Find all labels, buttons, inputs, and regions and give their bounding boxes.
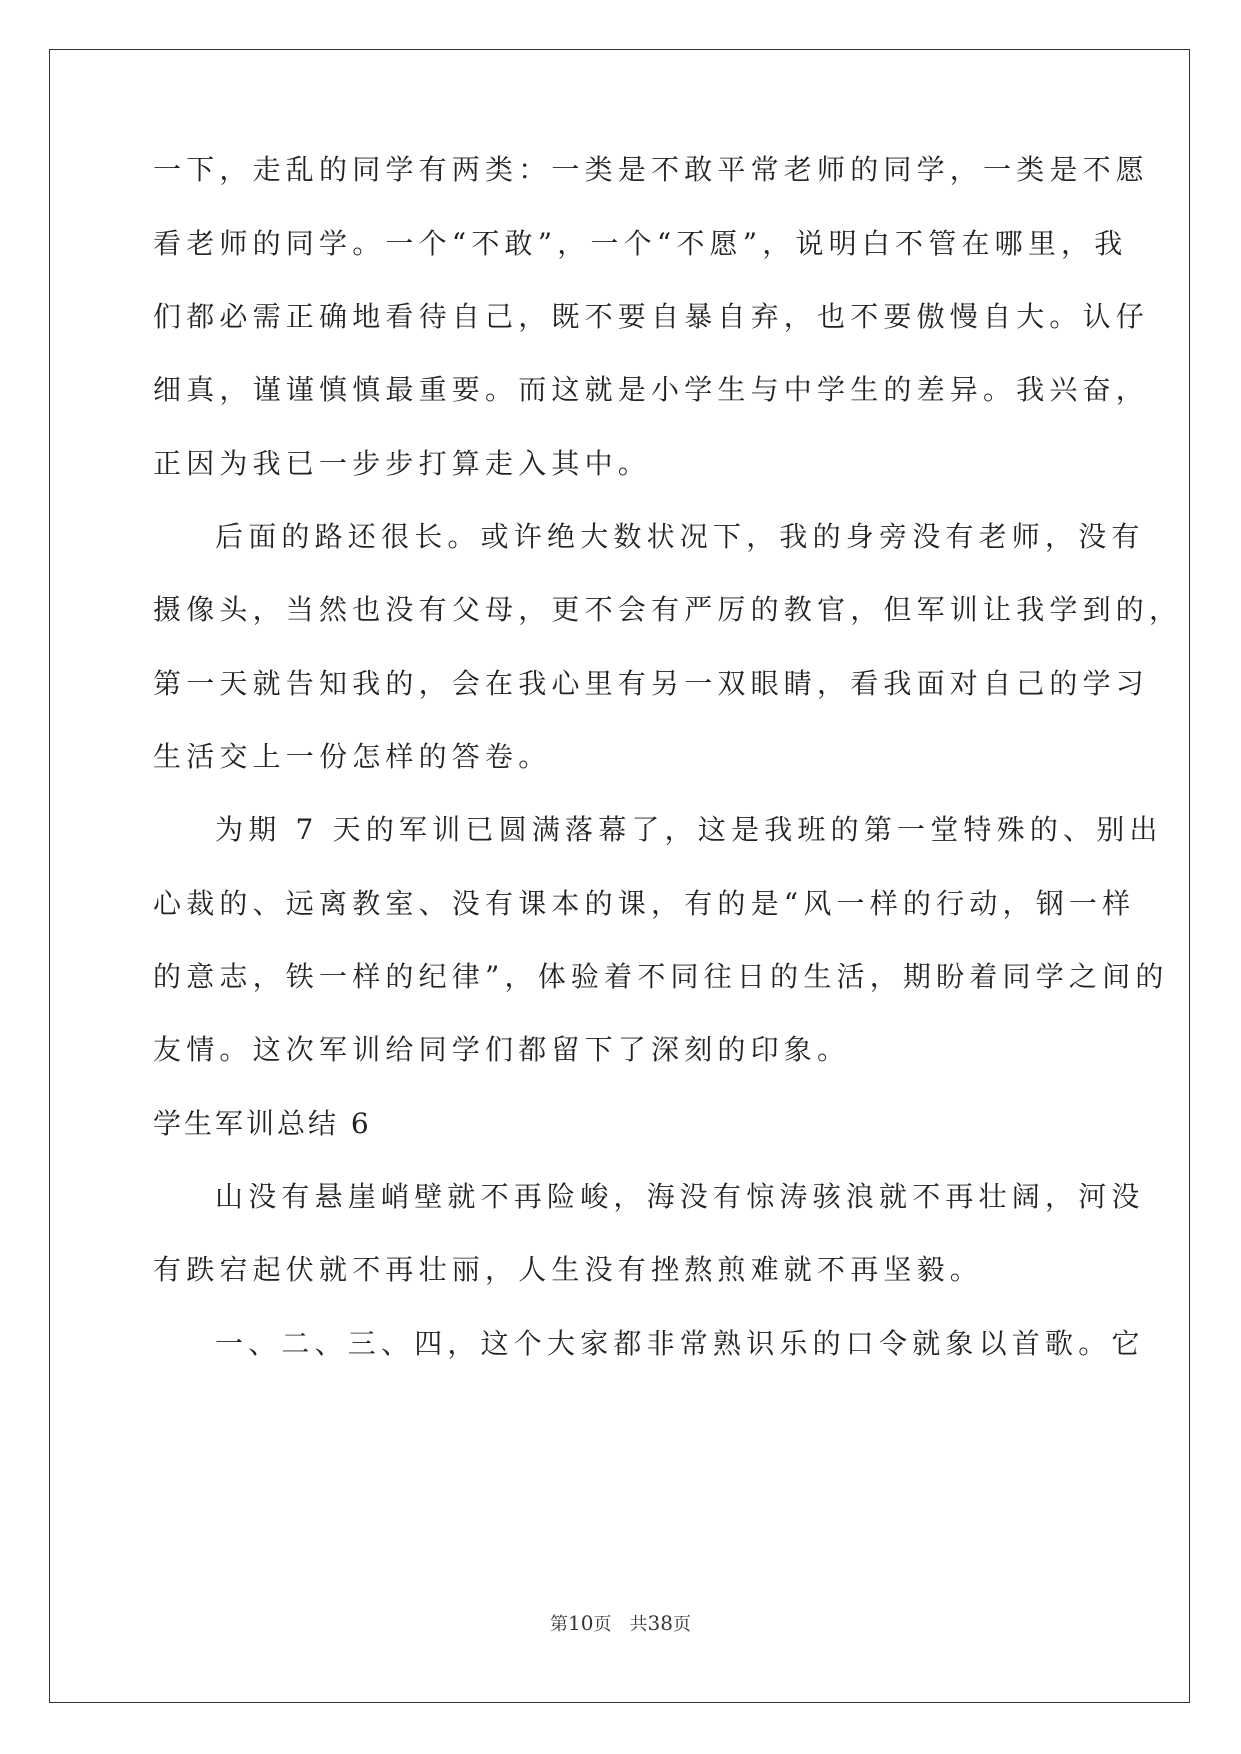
section-heading: 学生军训总结 6 — [153, 1107, 372, 1140]
text-line: 友情。这次军训给同学们都留下了深刻的印象。 — [153, 1033, 851, 1066]
footer-total-suffix: 页 — [672, 1614, 691, 1635]
total-pages-number: 38 — [647, 1611, 673, 1635]
text-line: 正因为我已一步步打算走入其中。 — [153, 447, 652, 480]
paragraph-first-line: 后面的路还很长。或许绝大数状况下，我的身旁没有老师，没有 — [215, 520, 1145, 553]
paragraph-first-line: 一、二、三、四，这个大家都非常熟识乐的口令就象以首歌。它 — [215, 1327, 1145, 1360]
footer-prefix: 第 — [550, 1614, 569, 1635]
text-line: 摄像头，当然也没有父母，更不会有严厉的教官，但军训让我学到的， — [153, 593, 1183, 626]
text-line: 看老师的同学。一个“不敢”，一个“不愿”，说明白不管在哪里，我 — [153, 227, 1128, 260]
paragraph-first-line: 为期 7 天的军训已圆满落幕了，这是我班的第一堂特殊的、别出 — [215, 813, 1163, 846]
current-page-number: 10 — [568, 1611, 594, 1635]
text-line: 细真，谨谨慎慎最重要。而这就是小学生与中学生的差异。我兴奋， — [153, 373, 1150, 406]
text-line: 的意志，铁一样的纪律”，体验着不同往日的生活，期盼着同学之间的 — [153, 960, 1169, 993]
paragraph-first-line: 山没有悬崖峭壁就不再险峻，海没有惊涛骇浪就不再壮阔，河没 — [215, 1180, 1145, 1213]
text-line: 心裁的、远离教室、没有课本的课，有的是“风一样的行动，钢一样 — [153, 887, 1136, 920]
text-line: 生活交上一份怎样的答卷。 — [153, 740, 552, 773]
text-line: 第一天就告知我的，会在我心里有另一双眼睛，看我面对自己的学习 — [153, 667, 1150, 700]
text-line: 有跌宕起伏就不再壮丽，人生没有挫熬煎难就不再坚毅。 — [153, 1253, 984, 1286]
text-line: 一下，走乱的同学有两类：一类是不敢平常老师的同学，一类是不愿 — [153, 153, 1150, 186]
page-footer — [0, 1611, 1241, 1637]
footer-page-suffix: 页 — [593, 1614, 612, 1635]
footer-total-prefix: 共 — [629, 1614, 648, 1635]
text-line: 们都必需正确地看待自己，既不要自暴自弃，也不要傲慢自大。认仔 — [153, 300, 1150, 333]
